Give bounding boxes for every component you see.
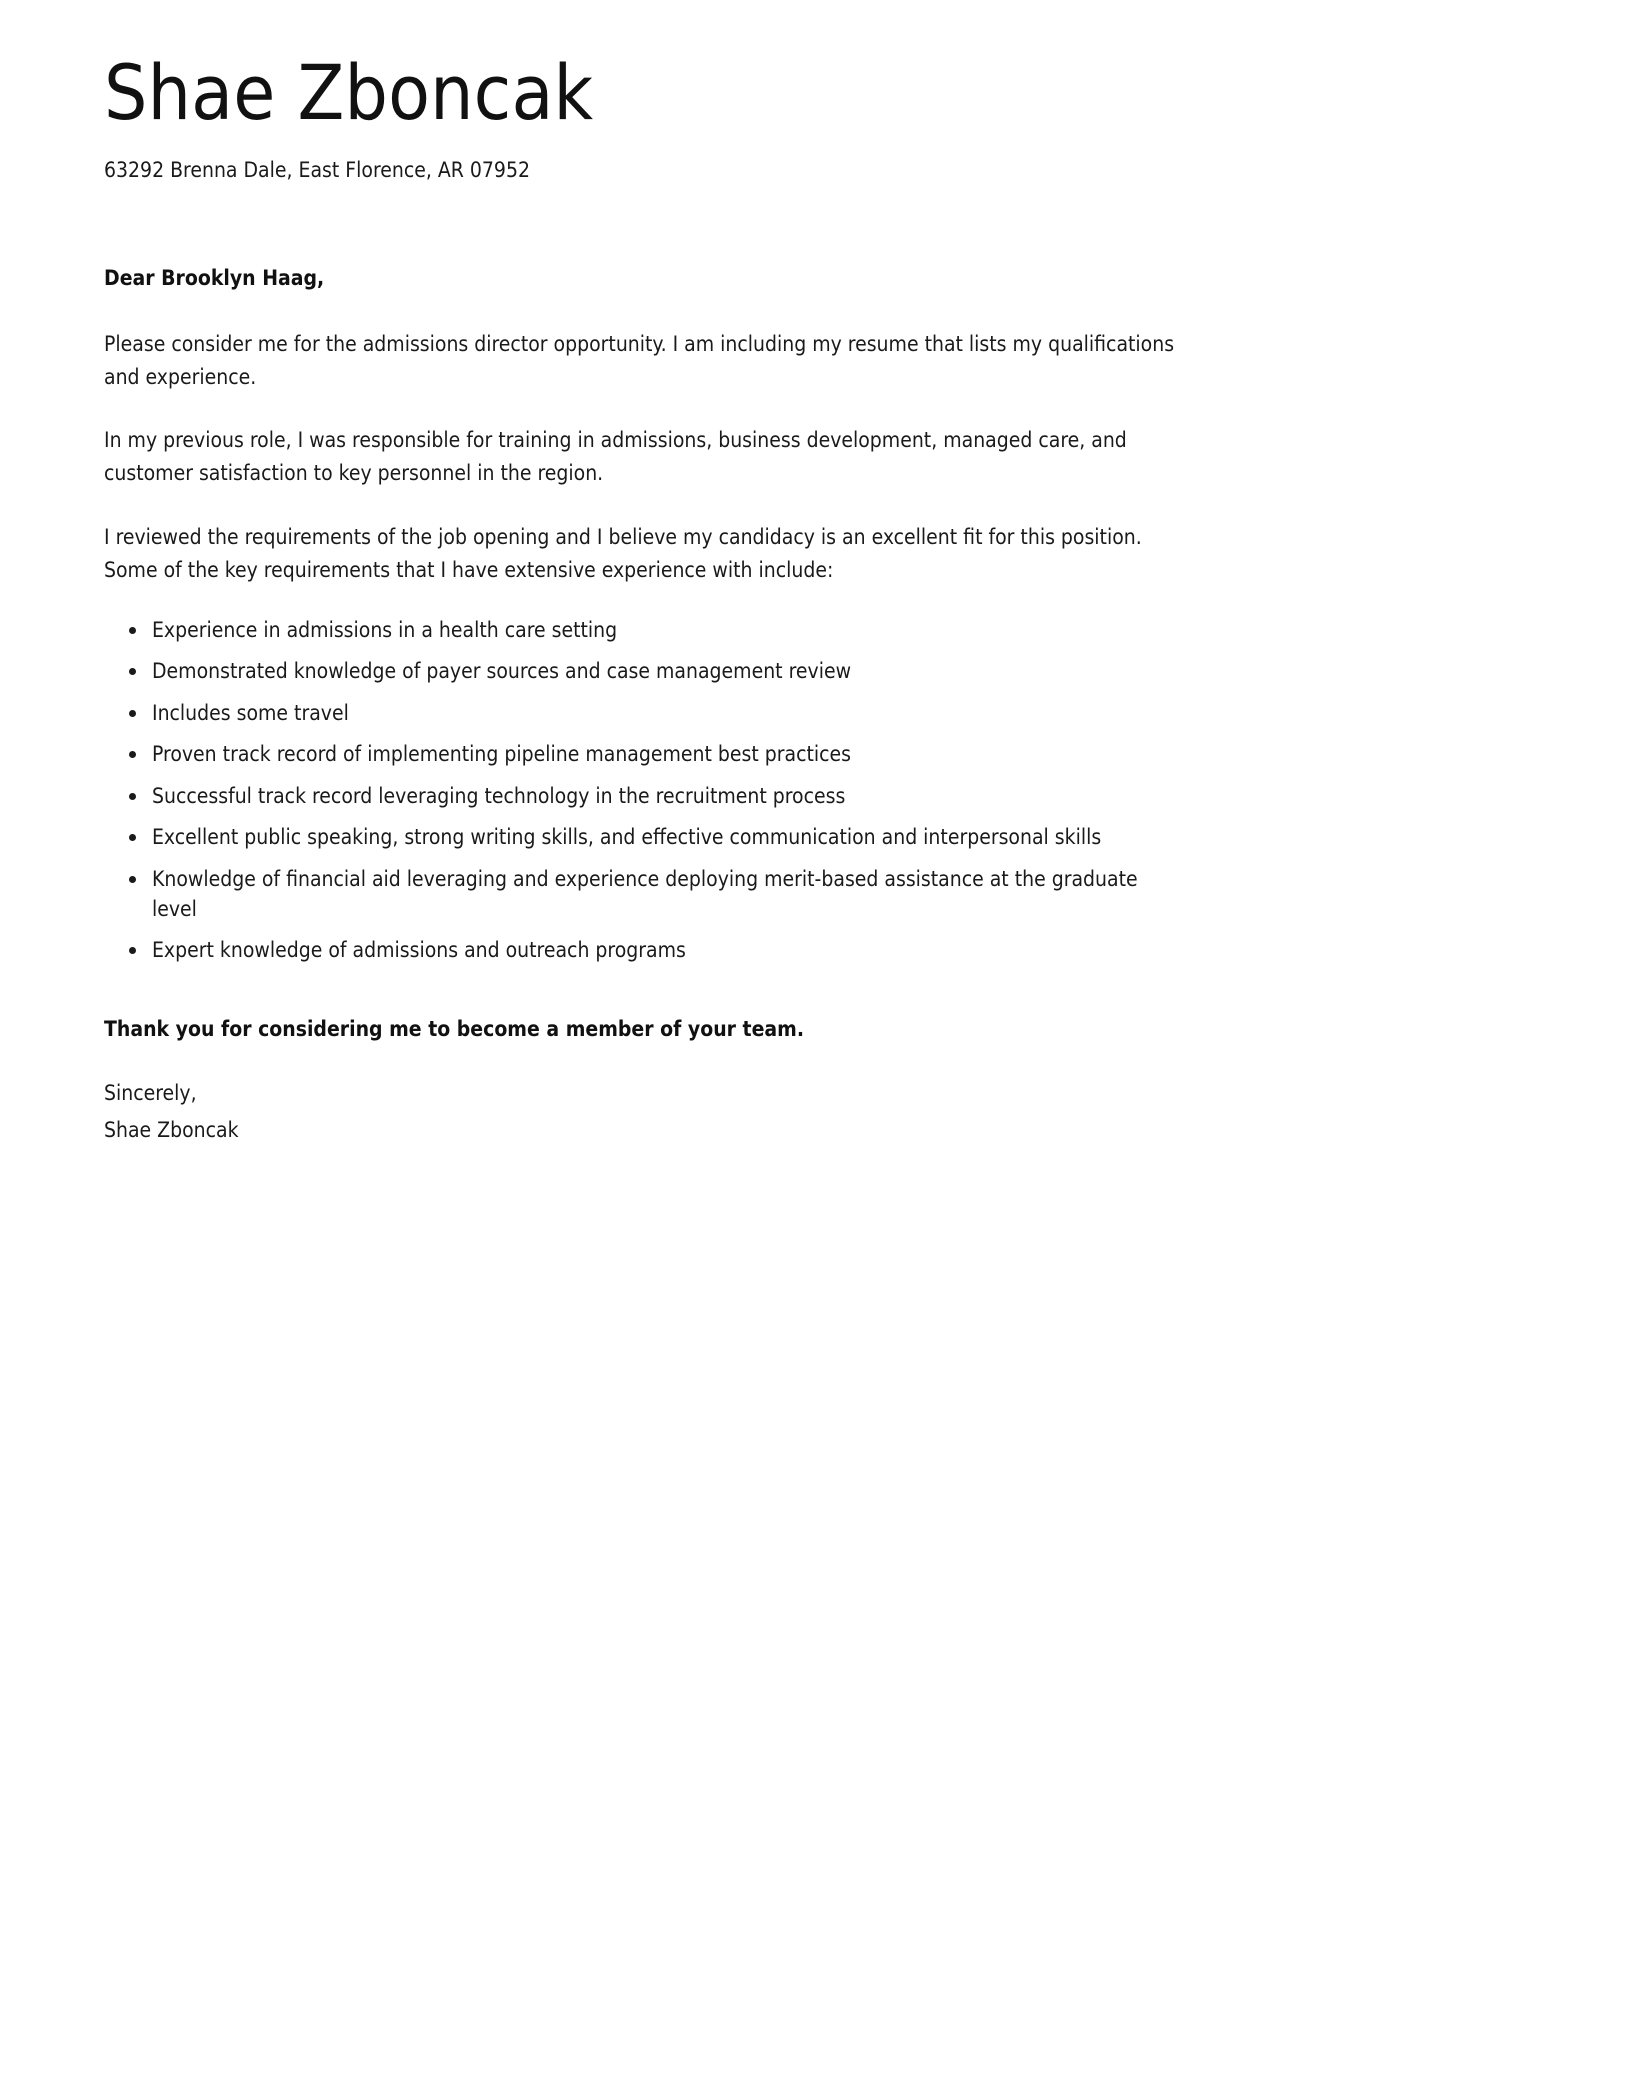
paragraph-requirements-lead: I reviewed the requirements of the job opening and I believe my candidacy is an excellent fit for this position. Some of the key requirements that I have extensive experience with include: — [104, 524, 1142, 582]
list-item: Knowledge of financial aid leveraging and experience deploying merit-based assistance at the graduate level — [104, 864, 1179, 925]
list-item: Includes some travel — [104, 698, 1179, 728]
list-item: Excellent public speaking, strong writing skills, and effective communication and interpersonal skills — [104, 822, 1179, 852]
closing-signoff: Sincerely, — [104, 1081, 197, 1106]
paragraph-intro: Please consider me for the admissions director opportunity. I am including my resume that lists my qualifications and experience. — [104, 331, 1175, 390]
letter-header — [104, 0, 1529, 185]
closing-signature: Shae Zboncak — [104, 1117, 239, 1142]
applicant-address: 63292 Brenna Dale, East Florence, AR 07952 — [104, 158, 530, 183]
cover-letter-body — [104, 0, 1529, 1145]
letter-content — [104, 263, 1179, 1145]
list-item: Experience in admissions in a health care setting — [104, 615, 1179, 645]
list-item: Expert knowledge of admissions and outreach programs — [104, 935, 1179, 965]
closing-thanks: Thank you for considering me to become a member of your team. — [104, 1016, 805, 1041]
list-item: Proven track record of implementing pipeline management best practices — [104, 739, 1179, 769]
list-item: Successful track record leveraging technology in the recruitment process — [104, 781, 1179, 811]
qualifications-list — [104, 615, 1179, 966]
paragraph-experience: In my previous role, I was responsible for training in admissions, business development, managed care, and customer satisfaction to key personnel in the region. — [104, 428, 1127, 486]
applicant-name: Shae Zboncak — [104, 48, 594, 137]
list-item: Demonstrated knowledge of payer sources and case management review — [104, 656, 1179, 686]
letter-closing — [104, 1014, 1179, 1145]
salutation: Dear Brooklyn Haag, — [104, 266, 325, 291]
